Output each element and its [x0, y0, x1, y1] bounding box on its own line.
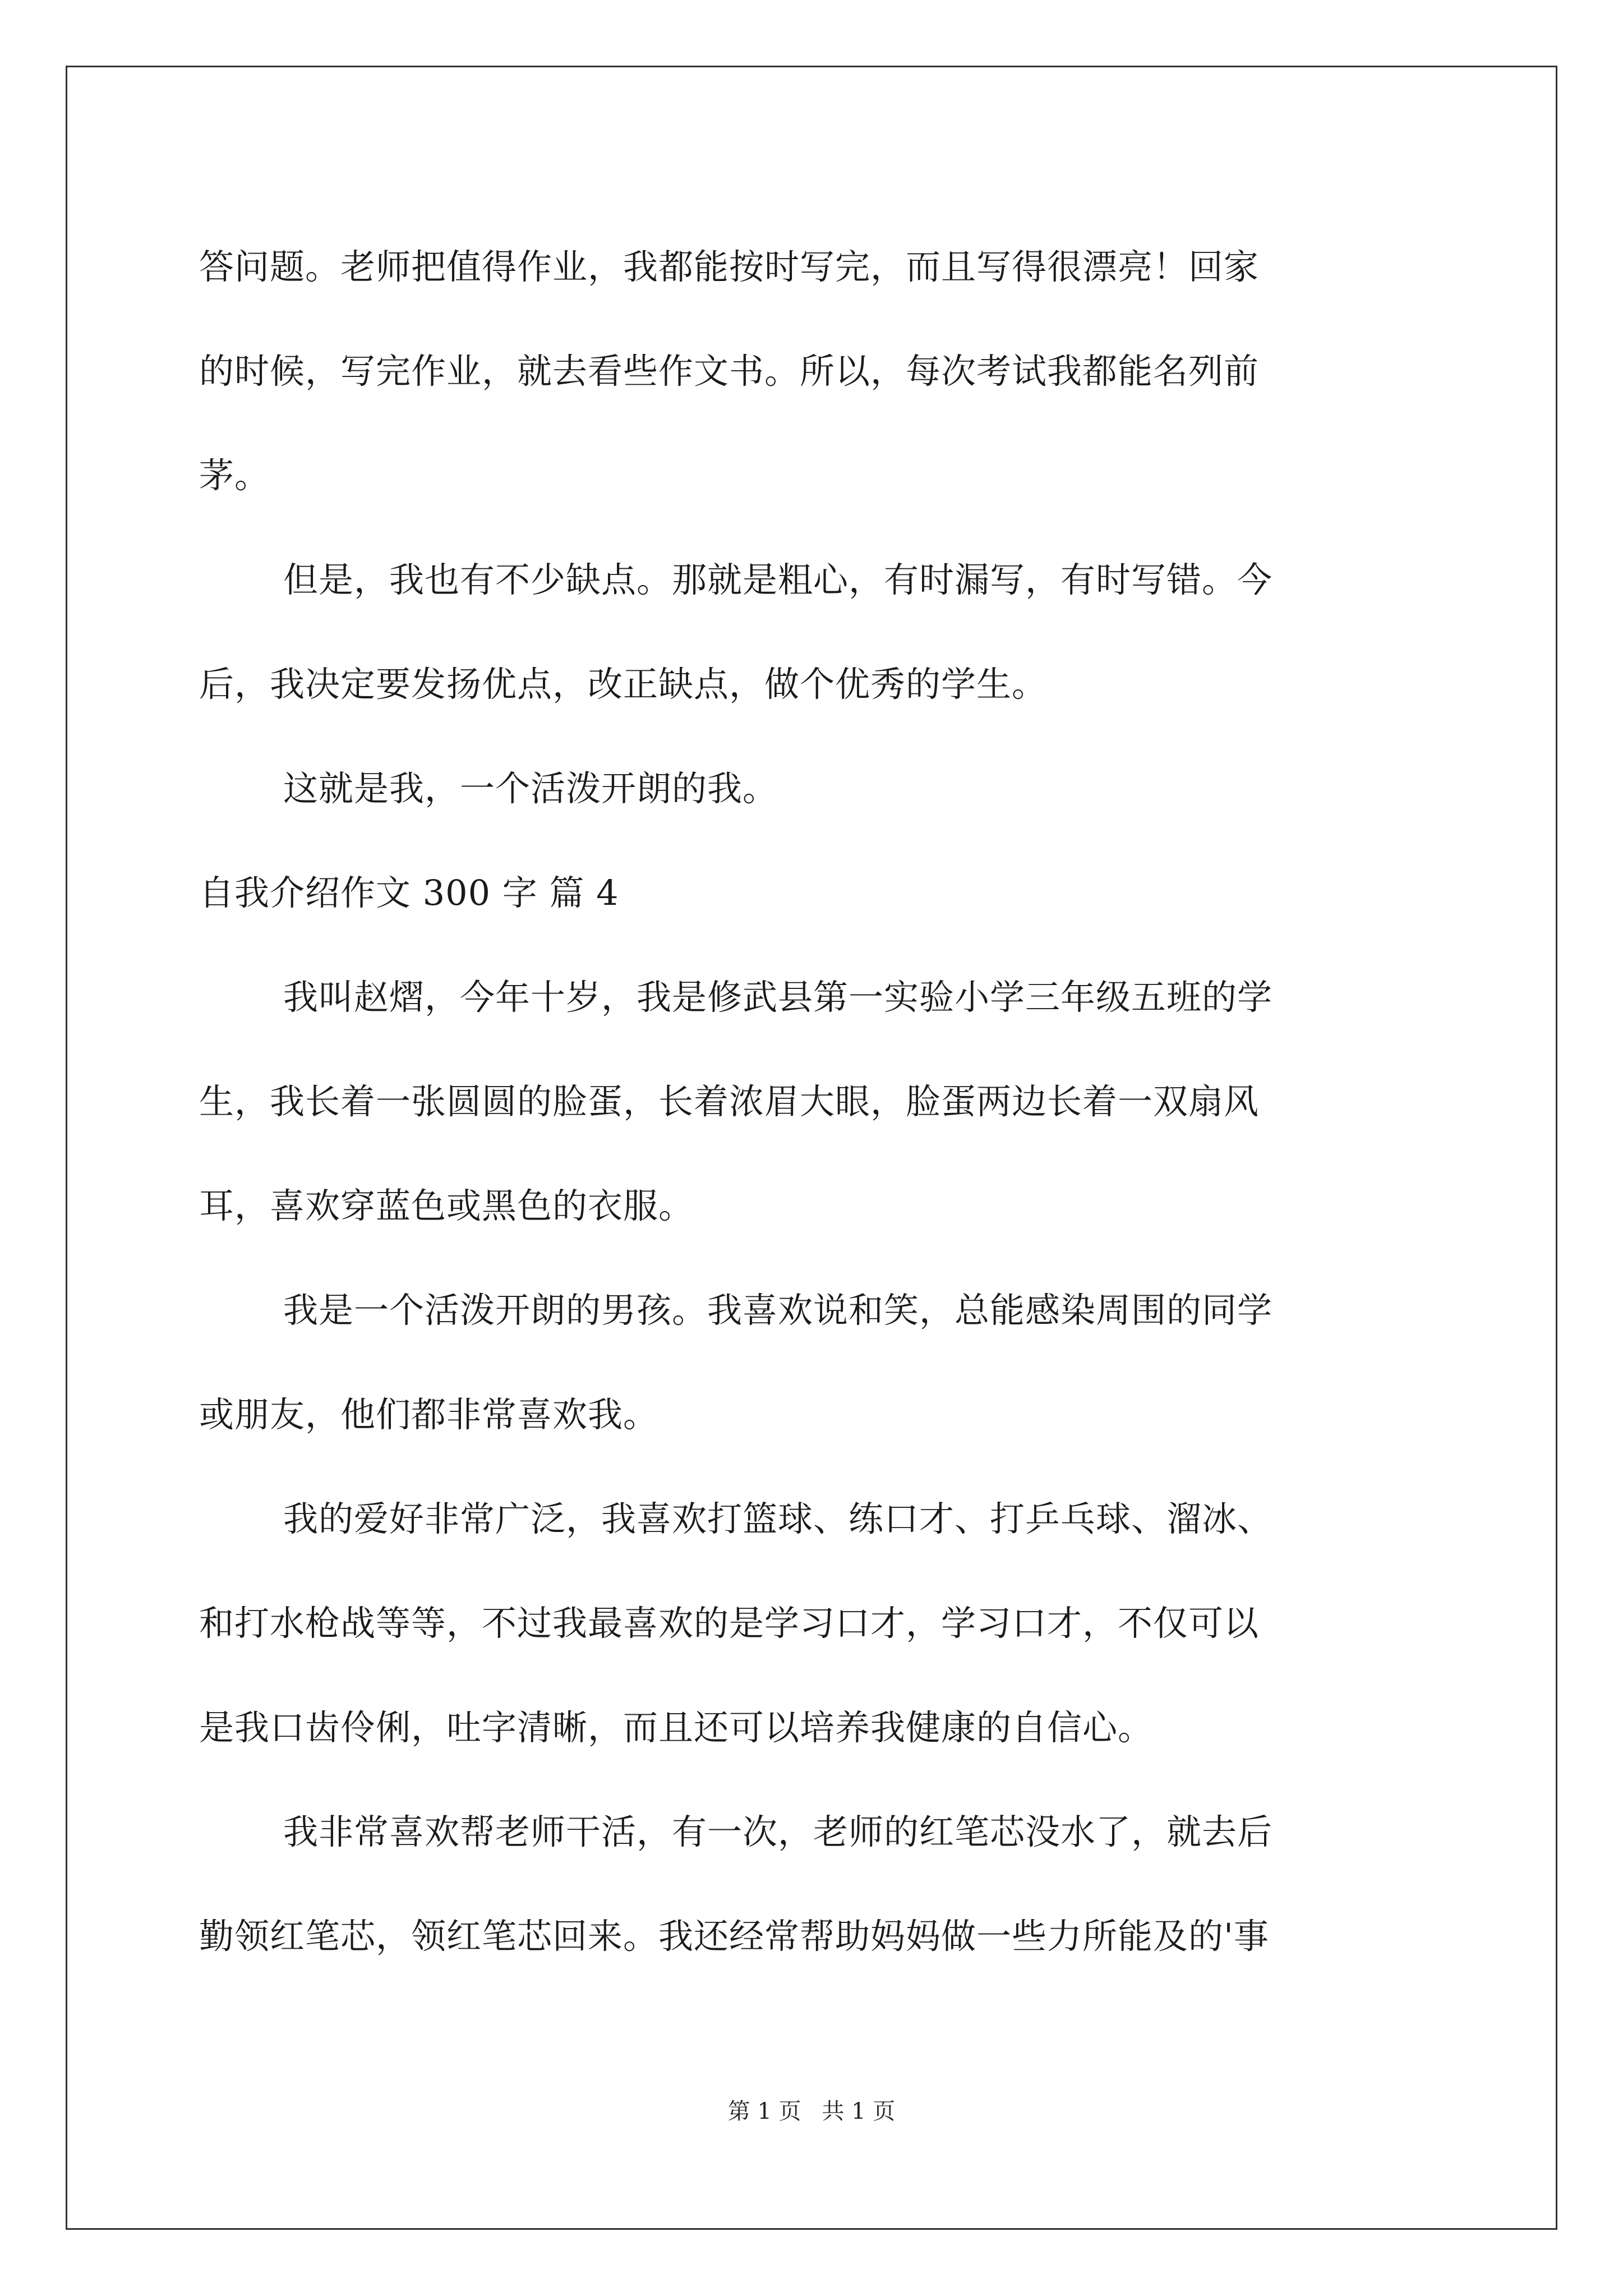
page-number-current: 第 1 页: [727, 2099, 801, 2124]
page-number-total: 共 1 页: [822, 2099, 896, 2124]
text-line: 的时候，写完作业，就去看些作文书。所以，每次考试我都能名列前: [199, 351, 1260, 392]
text-line: 耳，喜欢穿蓝色或黑色的衣服。: [199, 1185, 694, 1226]
text-line: 这就是我，一个活泼开朗的我。: [283, 768, 778, 809]
document-body: [199, 215, 1433, 1989]
text-line: 勤领红笔芯，领红笔芯回来。我还经常帮助妈妈做一些力所能及的'事: [199, 1916, 1270, 1957]
text-line: 或朋友，他们都非常喜欢我。: [199, 1394, 659, 1435]
text-line: 我是一个活泼开朗的男孩。我喜欢说和笑，总能感染周围的同学: [283, 1290, 1273, 1331]
text-line: 后，我决定要发扬优点，改正缺点，做个优秀的学生。: [199, 664, 1048, 705]
text-line: 我的爱好非常广泛，我喜欢打篮球、练口才、打乒乓球、溜冰、: [283, 1498, 1273, 1539]
text-line: 是我口齿伶俐，吐字清晰，而且还可以培养我健康的自信心。: [199, 1707, 1154, 1748]
text-line: 和打水枪战等等，不过我最喜欢的是学习口才，学习口才，不仅可以: [199, 1603, 1260, 1644]
text-line: 我叫赵熠，今年十岁，我是修武县第一实验小学三年级五班的学: [283, 977, 1273, 1018]
text-line: 我非常喜欢帮老师干活，有一次，老师的红笔芯没水了，就去后: [283, 1811, 1273, 1852]
text-line: 茅。: [199, 455, 270, 496]
text-line: 生，我长着一张圆圆的脸蛋，长着浓眉大眼，脸蛋两边长着一双扇风: [199, 1081, 1260, 1122]
section-heading: 自我介绍作文 300 字 篇 4: [199, 872, 619, 913]
text-line: 但是，我也有不少缺点。那就是粗心，有时漏写，有时写错。今: [283, 559, 1273, 600]
page-footer: [0, 2093, 1623, 2125]
text-line: 答问题。老师把值得作业，我都能按时写完，而且写得很漂亮！回家: [199, 246, 1260, 287]
